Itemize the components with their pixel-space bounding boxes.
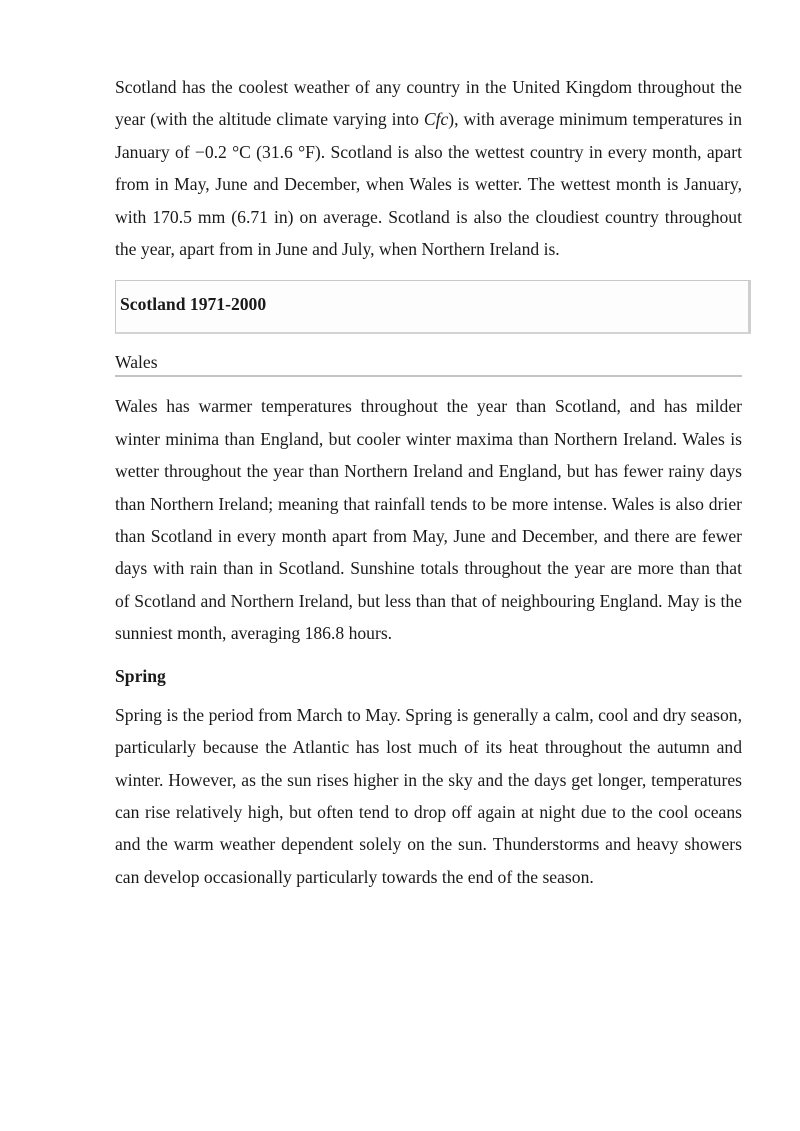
scotland-paragraph-text-1: Scotland has the coolest weather of any country in the United Kingdom throughout the year (with the altitude climate varying into	[115, 77, 742, 130]
section-heading-wales: Wales	[115, 350, 742, 377]
wales-paragraph: Wales has warmer temperatures throughout the year than Scotland, and has milder winter minima than England, but cooler winter maxima than Northern Ireland. Wales is wetter throughout the year than Northern Ireland and England, but has fewer rainy days than Northern Ireland; meaning that rainfall tends to be more intense. Wales is also drier than Scotland in every month apart from May, June and December, and there are fewer days with rain than in Scotland. Sunshine totals throughout the year are more than that of Scotland and Northern Ireland, but less than that of neighbouring England. May is the sunniest month, averaging 186.8 hours.	[115, 396, 742, 644]
spring-paragraph: Spring is the period from March to May. Spring is generally a calm, cool and dry season, particularly because the Atlantic has lost much of its heat throughout the autumn and winter. However, as the sun rises higher in the sky and the days get longer, temperatures can rise relatively high, but often tend to drop off again at night due to the cool oceans and the warm weather dependent solely on the sun. Thunderstorms and heavy showers can develop occasionally particularly towards the end of the season.	[115, 704, 742, 887]
scotland-paragraph-text-2: ), with average minimum temperatures in January of −0.2 °C (31.6 °F). Scotland is also the wettest country in every month, apart from in May, June and December, when Wales is wetter. The wettest month is January, with 170.5 mm (6.71 in) on average. Scotland is also the cloudiest country throughout the year, apart from in June and July, when Northern Ireland is.	[115, 109, 742, 260]
scotland-climate-table	[115, 280, 751, 334]
table-title: Scotland 1971-2000	[120, 294, 267, 315]
document-page	[115, 71, 742, 893]
scotland-paragraph	[115, 71, 742, 265]
climate-code-text: Cfc	[423, 109, 449, 130]
subheading-spring: Spring	[115, 665, 166, 686]
